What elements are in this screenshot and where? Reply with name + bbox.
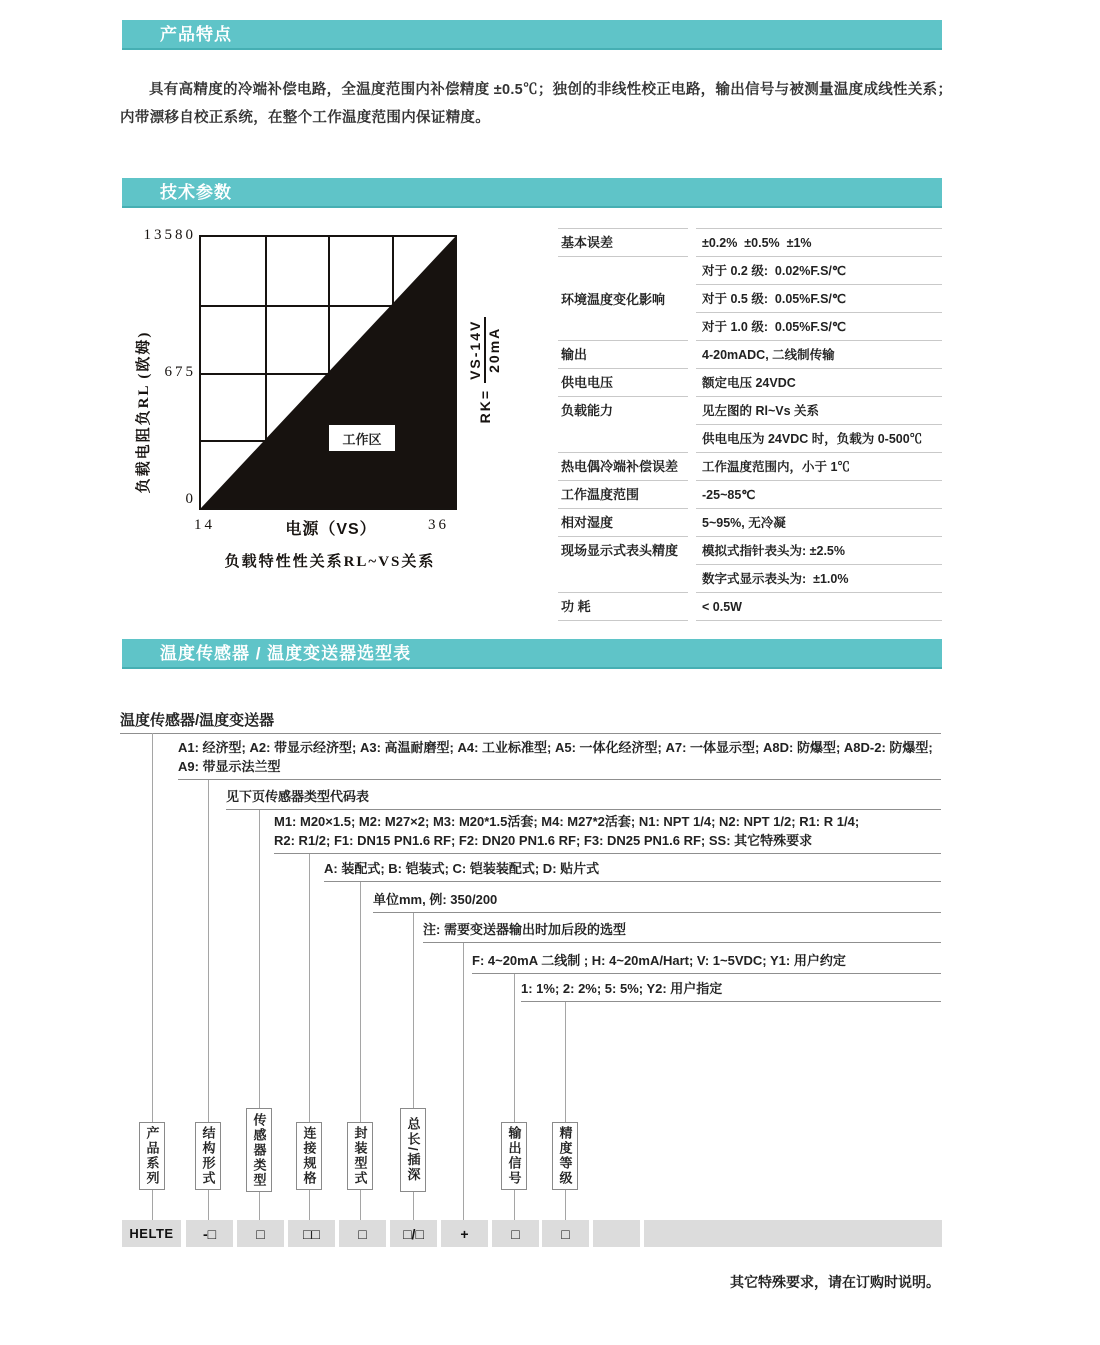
selector-row-line: A9: 带显示法兰型 [178, 759, 281, 774]
selector-row-line: F: 4~20mA 二线制 ; H: 4~20mA/Hart; V: 1~5VDC; Y1: 用户约定 [472, 953, 846, 968]
spec-value: 对于 0.2 级: 0.02%F.S/℃ [696, 257, 942, 285]
spec-label: 环境温度变化影响 [558, 257, 688, 341]
code-cell-empty [644, 1220, 942, 1247]
spec-label: 热电偶冷端补偿误差 [558, 453, 688, 481]
formula-denominator: 20mA [486, 326, 502, 373]
spec-value: 模拟式指针表头为: ±2.5% [696, 537, 942, 565]
code-cell-output: □ [492, 1220, 539, 1247]
spec-table-value-column [696, 228, 942, 621]
selector-row-line: R2: R1/2; F1: DN15 PN1.6 RF; F2: DN20 PN1.6 RF; F3: DN25 PN1.6 RF; SS: 其它特殊要求 [274, 833, 813, 848]
code-cell-package: □ [339, 1220, 386, 1247]
field-box-length-depth: 总长/插深 [400, 1108, 426, 1192]
field-box-accuracy-grade: 精度等级 [552, 1122, 578, 1190]
code-cell-series: HELTE [122, 1220, 181, 1247]
y-axis-label: 负载电阻负RL (欧姆) [135, 330, 152, 494]
spec-label: 相对湿度 [558, 509, 688, 537]
spec-table-label-column [558, 228, 688, 621]
selector-row-package-type [324, 859, 941, 882]
selector-row-connection-spec [274, 812, 941, 854]
selector-row-line: A: 装配式; B: 铠装式; C: 铠装装配式; D: 贴片式 [324, 861, 600, 876]
section-title: 产品特点 [160, 25, 232, 44]
spec-value: 5~95%, 无冷凝 [696, 509, 942, 537]
section-title: 温度传感器 / 温度变送器选型表 [160, 644, 412, 663]
selector-row-line: A1: 经济型; A2: 带显示经济型; A3: 高温耐磨型; A4: 工业标准型; A5: 一体化经济型; A7: 一体显示型; A8D: 防爆型; A8D-2: 防爆型; [178, 740, 933, 755]
field-box-output-signal: 输出信号 [501, 1122, 527, 1190]
spec-value: 数字式显示表头为: ±1.0% [696, 565, 942, 593]
spec-label: 现场显示式表头精度 [558, 537, 688, 593]
section-title: 技术参数 [160, 183, 232, 202]
spec-label: 基本误差 [558, 229, 688, 257]
field-box-product-series: 产品系列 [139, 1122, 165, 1190]
spec-value: 见左图的 Rl~Vs 关系 [696, 397, 942, 425]
spec-value: ±0.2% ±0.5% ±1% [696, 229, 942, 257]
spec-value: 4-20mADC, 二线制传输 [696, 341, 942, 369]
selector-row-transmitter-note [423, 920, 941, 943]
selector-row-structure-type [178, 738, 941, 780]
section-header-features [122, 20, 942, 50]
section-header-tech-params [122, 178, 942, 208]
selector-row-line: M1: M20×1.5; M2: M27×2; M3: M20*1.5活套; M4: M27*2活套; N1: NPT 1/4; N2: NPT 1/2; R1: R 1/4; [274, 814, 860, 829]
code-cell-structure: -□ [186, 1220, 233, 1247]
field-box-connection-spec: 连接规格 [296, 1122, 322, 1190]
x-tick-36: 36 [428, 517, 449, 533]
spec-value: 对于 0.5 级: 0.05%F.S/℃ [696, 285, 942, 313]
spec-label: 功 耗 [558, 593, 688, 621]
features-paragraph: 具有高精度的冷端补偿电路，全温度范围内补偿精度 ±0.5℃；独创的非线性校正电路，输出信号与被测量温度成线性关系；内带漂移自校正系统，在整个工作温度范围内保证精度。 [120, 82, 953, 126]
spec-label: 输出 [558, 341, 688, 369]
code-cell-connection: □□ [288, 1220, 335, 1247]
spec-label: 工作温度范围 [558, 481, 688, 509]
code-cell-length: □/□ [390, 1220, 437, 1247]
chart-caption: 负载特性性关系RL~VS关系 [224, 554, 436, 570]
field-box-sensor-type: 传感器类型 [246, 1108, 272, 1192]
spec-value: 对于 1.0 级: 0.05%F.S/℃ [696, 313, 942, 341]
y-tick-675: 675 [164, 364, 196, 380]
x-tick-14: 14 [194, 517, 215, 533]
selector-row-output-signal [472, 951, 941, 974]
spec-value: 工作温度范围内，小于 1℃ [696, 453, 942, 481]
spec-label: 供电电压 [558, 369, 688, 397]
code-cell-plus: + [441, 1220, 488, 1247]
selector-row-line: 注: 需要变送器输出时加后段的选型 [423, 922, 626, 937]
load-characteristic-chart [199, 235, 457, 510]
field-box-package-type: 封装型式 [347, 1122, 373, 1190]
spec-value: 供电电压为 24VDC 时，负载为 0-500℃ [696, 425, 942, 453]
selector-row-line: 单位mm, 例: 350/200 [373, 892, 498, 907]
code-cell-sensor-type: □ [237, 1220, 284, 1247]
selector-row-accuracy-grade [521, 979, 941, 1002]
ordering-note: 其它特殊要求，请在订购时说明。 [730, 1274, 940, 1290]
spec-value: 额定电压 24VDC [696, 369, 942, 397]
formula-fraction [467, 317, 504, 383]
selector-heading: 温度传感器/温度变送器 [120, 712, 275, 729]
x-axis-label: 电源（VS） [285, 521, 377, 538]
formula-numerator: VS-14V [467, 317, 487, 383]
connector-line [463, 943, 464, 1220]
section-header-selection-table [122, 639, 942, 669]
selector-top-rule [120, 733, 941, 734]
y-tick-13580: 13580 [143, 227, 196, 243]
selector-row-length [373, 890, 941, 913]
load-formula [455, 295, 515, 445]
selector-row-line: 见下页传感器类型代码表 [226, 789, 370, 804]
y-tick-0: 0 [185, 491, 196, 507]
spec-value: -25~85℃ [696, 481, 942, 509]
field-box-structure-type: 结构形式 [195, 1122, 221, 1190]
spec-label: 负载能力 [558, 397, 688, 453]
working-area-label: 工作区 [327, 423, 397, 453]
spec-value: < 0.5W [696, 593, 942, 621]
code-cell-accuracy: □ [542, 1220, 589, 1247]
selector-row-line: 1: 1%; 2: 2%; 5: 5%; Y2: 用户指定 [521, 981, 723, 996]
selector-row-sensor-type [226, 787, 941, 810]
formula-prefix: RK= [477, 388, 493, 424]
code-cell-empty [593, 1220, 640, 1247]
